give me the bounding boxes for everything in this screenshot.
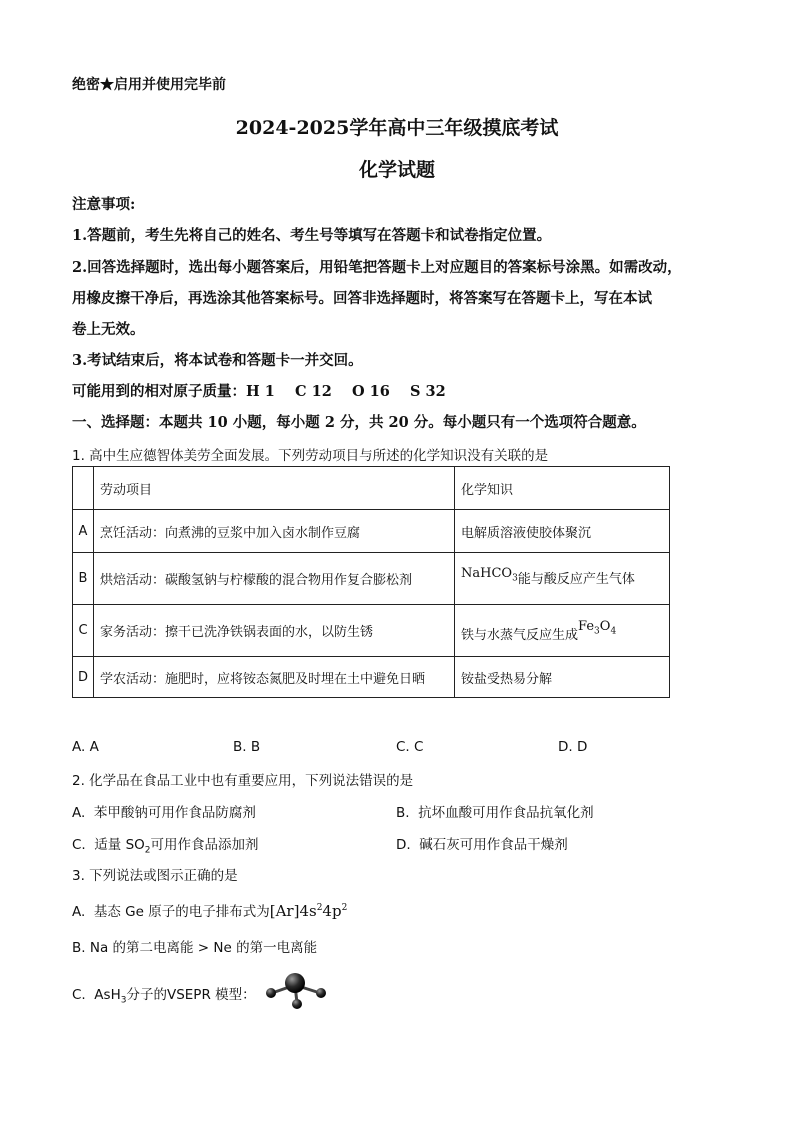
q1-option-c: C. C <box>396 739 424 755</box>
notes-heading: 注意事项: <box>72 196 136 213</box>
table-cell <box>73 467 94 510</box>
exam-subject: 化学试题 <box>358 159 435 181</box>
header-activity: 劳动项目 <box>94 467 455 510</box>
row-knowledge <box>455 605 670 657</box>
confidential-mark: 绝密★启用并使用完毕前 <box>72 77 226 93</box>
formula-subscript: 2 <box>144 845 151 856</box>
exam-title: 2024-2025学年高中三年级摸底考试 <box>235 117 559 139</box>
central-atom <box>285 973 305 993</box>
formula-subscript: 3 <box>120 995 127 1006</box>
question-1-table <box>72 466 670 698</box>
formula-superscript: 2 <box>316 903 323 913</box>
table-row <box>73 510 670 553</box>
q3-option-b: B. Na 的第二电离能 > Ne 的第一电离能 <box>72 940 318 956</box>
q1-option-d: D. D <box>558 739 588 755</box>
formula-fe: Fe <box>578 618 595 634</box>
note-2-line-3: 卷上无效。 <box>72 321 145 338</box>
row-activity: 烘焙活动：碳酸氢钠与柠檬酸的混合物用作复合膨松剂 <box>94 553 455 605</box>
note-2-line-1: 2.回答选择题时，选出每小题答案后，用铅笔把答题卡上对应题目的答案标号涂黑。如需改动， <box>72 259 682 276</box>
table-row <box>73 553 670 605</box>
q3-option-c <box>72 983 256 1006</box>
row-knowledge <box>455 553 670 605</box>
q2-option-b: B. 抗坏血酸可用作食品抗氧化剂 <box>396 805 594 821</box>
h-atom <box>292 999 302 1009</box>
header-knowledge: 化学知识 <box>455 467 670 510</box>
row-knowledge: 铵盐受热易分解 <box>455 657 670 698</box>
q2-option-d: D. 碱石灰可用作食品干燥剂 <box>396 837 568 853</box>
formula-subscript: 3 <box>594 626 600 637</box>
knowledge-text: 能与酸反应产生气体 <box>517 571 635 587</box>
q2-option-a: A. 苯甲酸钠可用作食品防腐剂 <box>72 805 256 821</box>
question-1-stem: 1. 高中生应德智体美劳全面发展。下列劳动项目与所述的化学知识没有关联的是 <box>72 448 549 464</box>
row-activity: 学农活动：施肥时，应将铵态氮肥及时埋在土中避免日晒 <box>94 657 455 698</box>
note-2-line-2: 用橡皮擦干净后，再选涂其他答案标号。回答非选择题时，将答案写在答题卡上，写在本试 <box>72 290 652 307</box>
q2-option-c <box>72 833 259 856</box>
q1-option-a: A. A <box>72 739 99 755</box>
row-letter: B <box>73 553 94 605</box>
q3-option-c-prefix: C. AsH <box>72 987 121 1003</box>
section-1-heading: 一、选择题：本题共 10 小题，每小题 2 分，共 20 分。每小题只有一个选项符合题意。 <box>72 414 646 431</box>
q3-option-c-suffix: 分子的VSEPR 模型： <box>126 987 256 1003</box>
row-knowledge: 电解质溶液使胶体聚沉 <box>455 510 670 553</box>
h-atom <box>316 988 326 998</box>
atomic-mass-line: 可能用到的相对原子质量：H 1 C 12 O 16 S 32 <box>72 383 446 400</box>
question-2-stem: 2. 化学品在食品工业中也有重要应用，下列说法错误的是 <box>72 773 414 789</box>
formula-subscript: 4 <box>610 626 617 637</box>
table-row <box>73 605 670 657</box>
vsepr-model-image <box>262 971 328 1011</box>
row-activity: 烹饪活动：向煮沸的豆浆中加入卤水制作豆腐 <box>94 510 455 553</box>
q3-option-a-prefix: A. 基态 Ge 原子的电子排布式为 <box>72 904 270 920</box>
note-1: 1.答题前，考生先将自己的姓名、考生号等填写在答题卡和试卷指定位置。 <box>72 227 552 244</box>
formula-subscript: 3 <box>512 573 518 584</box>
formula-superscript: 2 <box>341 903 348 913</box>
row-letter: A <box>73 510 94 553</box>
electron-config-4p: 4p <box>322 902 342 920</box>
knowledge-text: 铁与水蒸气反应生成 <box>461 627 579 643</box>
note-3: 3.考试结束后，将本试卷和答题卡一并交回。 <box>72 352 363 369</box>
question-3-stem: 3. 下列说法或图示正确的是 <box>72 868 238 884</box>
q2-option-c-prefix: C. 适量 SO <box>72 837 145 853</box>
q2-option-c-suffix: 可用作食品添加剂 <box>150 837 259 853</box>
formula-nahco3: NaHCO <box>461 565 513 581</box>
q1-option-b: B. B <box>233 739 261 755</box>
h-atom <box>266 988 276 998</box>
formula-o: O <box>599 618 611 634</box>
table-row <box>73 657 670 698</box>
electron-config-core: [Ar]4s <box>269 902 317 920</box>
q3-option-a <box>72 900 347 920</box>
table-header-row <box>73 467 670 510</box>
row-letter: C <box>73 605 94 657</box>
row-letter: D <box>73 657 94 698</box>
row-activity: 家务活动：擦干已洗净铁锅表面的水，以防生锈 <box>94 605 455 657</box>
